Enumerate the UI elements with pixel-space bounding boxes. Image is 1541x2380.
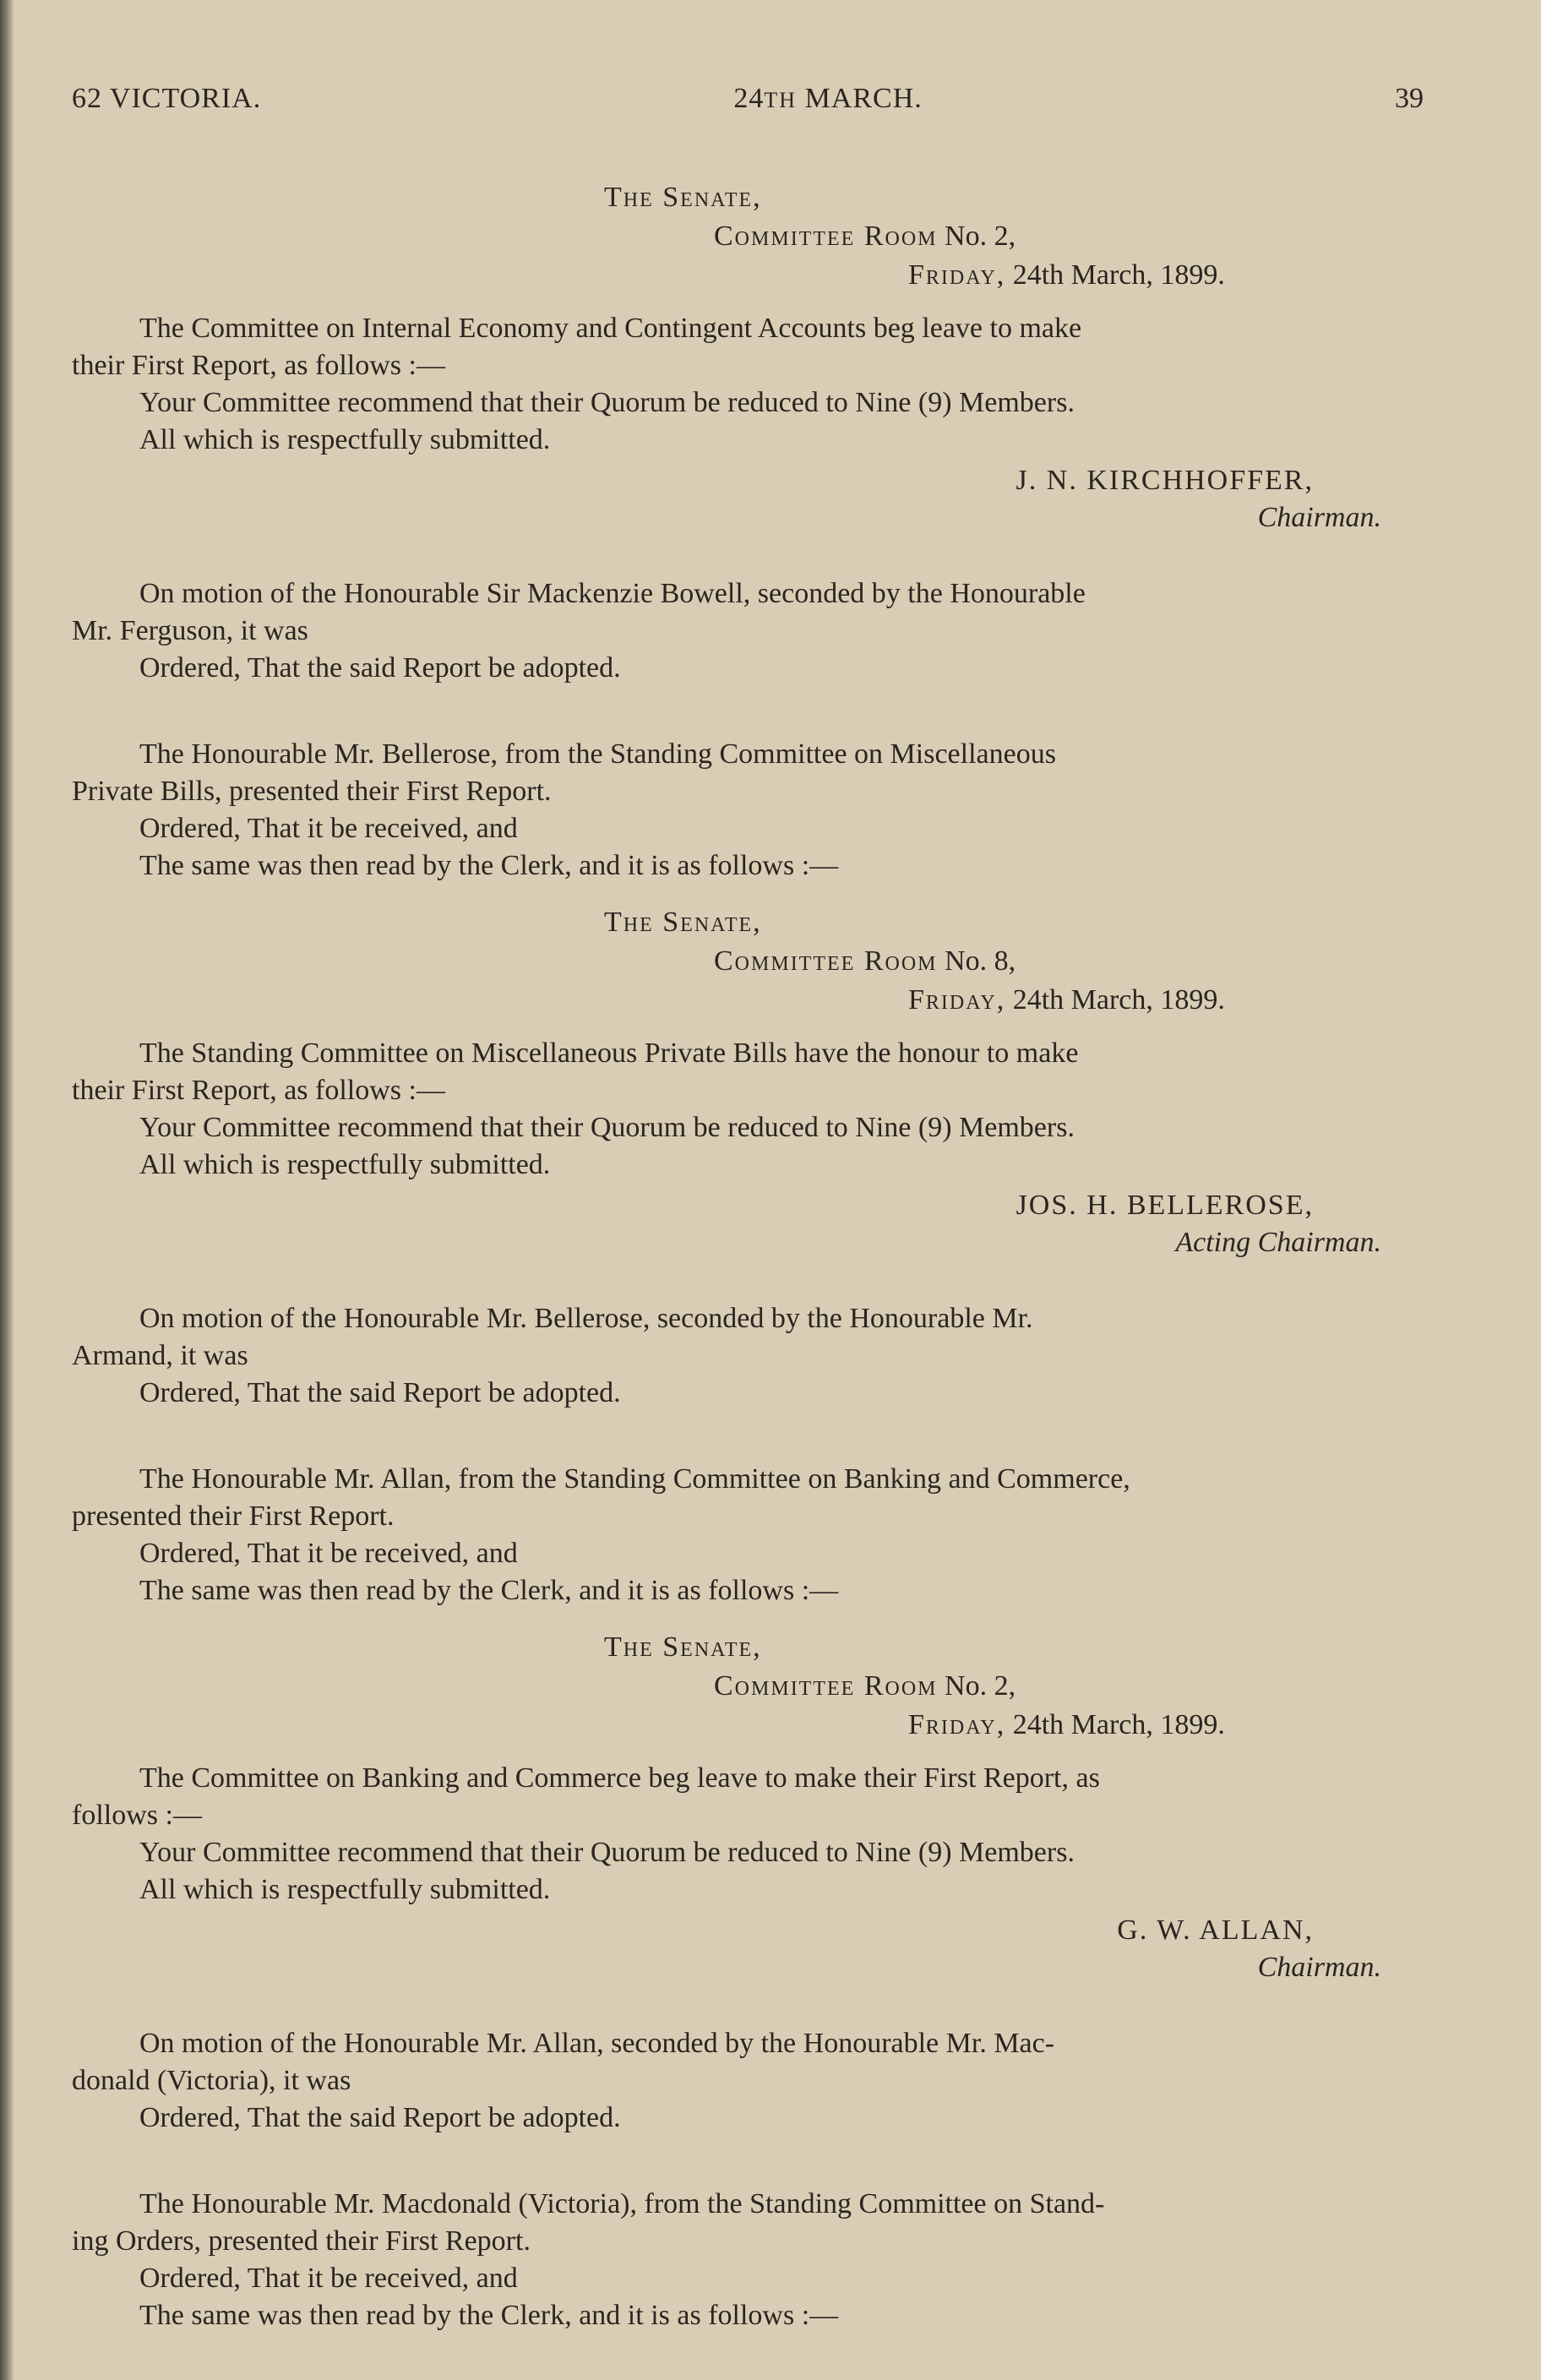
address-date: Friday, 24th March, 1899.: [908, 1709, 1225, 1740]
address-room: Committee Room No. 2,: [714, 221, 1016, 252]
address-senate: The Senate,: [604, 907, 762, 938]
submitted-2: All which is respectfully submitted.: [139, 1149, 551, 1180]
motion-3: On motion of the Honourable Mr. Allan, seconded by the Honourable Mr. Mac- donald (Victoria), it was: [72, 2028, 1055, 2096]
committee-address-3: [72, 1628, 1424, 1745]
report-text-2: The Standing Committee on Miscellaneous Private Bills have the honour to make their First Report, as follows :—: [72, 1038, 1079, 1106]
read-4: The same was then read by the Clerk, and it is as follows :—: [139, 2300, 839, 2331]
adopted-1: Ordered, That the said Report be adopted.: [139, 652, 621, 684]
intro-4: The Honourable Mr. Macdonald (Victoria), from the Standing Committee on Stand- ing Orders, presented their First Report.: [72, 2188, 1105, 2257]
signatory-3: G. W. ALLAN,: [1117, 1914, 1314, 1946]
recommendation-3: Your Committee recommend that their Quorum be reduced to Nine (9) Members.: [139, 1837, 1075, 1868]
committee-address-1: [72, 178, 1424, 295]
received-4: Ordered, That it be received, and: [139, 2263, 518, 2294]
report-text-1: The Committee on Internal Economy and Contingent Accounts beg leave to make their First Report, as follows :—: [72, 313, 1082, 381]
running-head-volume: 62 VICTORIA.: [72, 83, 262, 114]
recommendation-1: Your Committee recommend that their Quorum be reduced to Nine (9) Members.: [139, 387, 1075, 418]
page-spine-shadow: [0, 0, 14, 2380]
running-head-date: 24TH MARCH.: [733, 83, 923, 114]
signatory-title-2: Acting Chairman.: [1175, 1227, 1381, 1258]
signatory-2: JOS. H. BELLEROSE,: [1016, 1190, 1314, 1221]
adopted-2: Ordered, That the said Report be adopted.: [139, 1377, 621, 1408]
page-number: 39: [1394, 83, 1424, 114]
intro-3: The Honourable Mr. Allan, from the Standing Committee on Banking and Commerce, presented their First Report.: [72, 1463, 1130, 1532]
submitted-1: All which is respectfully submitted.: [139, 424, 551, 455]
adopted-3: Ordered, That the said Report be adopted.: [139, 2102, 621, 2133]
running-header: [72, 80, 1424, 131]
address-senate: The Senate,: [604, 1631, 762, 1663]
read-2: The same was then read by the Clerk, and it is as follows :—: [139, 850, 839, 881]
received-2: Ordered, That it be received, and: [139, 813, 518, 844]
intro-2: The Honourable Mr. Bellerose, from the Standing Committee on Miscellaneous Private Bills, presented their First Report.: [72, 738, 1056, 807]
address-date: Friday, 24th March, 1899.: [908, 984, 1225, 1016]
committee-address-2: [72, 903, 1424, 1020]
document-page: [72, 80, 1424, 2334]
motion-2: On motion of the Honourable Mr. Bellerose, seconded by the Honourable Mr. Armand, it was: [72, 1303, 1033, 1371]
address-date: Friday, 24th March, 1899.: [908, 259, 1225, 291]
motion-1: On motion of the Honourable Sir Mackenzie Bowell, seconded by the Honourable Mr. Ferguson, it was: [72, 578, 1086, 646]
address-room: Committee Room No. 8,: [714, 945, 1016, 977]
signatory-title-1: Chairman.: [1257, 502, 1381, 533]
address-room: Committee Room No. 2,: [714, 1670, 1016, 1702]
signatory-title-3: Chairman.: [1257, 1952, 1381, 1983]
signatory-1: J. N. KIRCHHOFFER,: [1016, 465, 1314, 496]
received-3: Ordered, That it be received, and: [139, 1538, 518, 1569]
report-text-3: The Committee on Banking and Commerce beg leave to make their First Report, as follows :—: [72, 1762, 1100, 1831]
submitted-3: All which is respectfully submitted.: [139, 1874, 551, 1905]
recommendation-2: Your Committee recommend that their Quorum be reduced to Nine (9) Members.: [139, 1112, 1075, 1143]
read-3: The same was then read by the Clerk, and it is as follows :—: [139, 1575, 839, 1606]
address-senate: The Senate,: [604, 182, 762, 213]
